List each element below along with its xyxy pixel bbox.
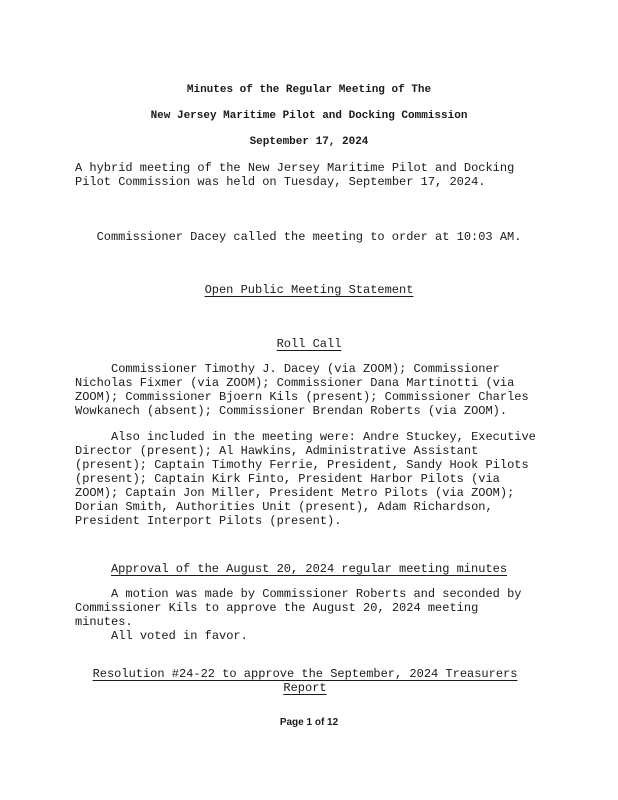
roll-call-commissioners: Commissioner Timothy J. Dacey (via ZOOM); Commissioner Nicholas Fixmer (via ZOOM); Commissioner Dana Martinotti (via ZOOM); Commissioner Bjoern Kils (present); Commissioner Charles Wowkanech (absent); Commissioner Brendan Roberts (via ZOOM). xyxy=(75,362,529,418)
title-line-1: Minutes of the Regular Meeting of The xyxy=(186,84,432,96)
call-to-order: Commissioner Dacey called the meeting to order at 10:03 AM. xyxy=(96,230,522,244)
roll-call-also-included: Also included in the meeting were: Andre Stuckey, Executive Director (present); Al Hawkins, Administrative Assistant (present); Captain Timothy Ferrie, President, Sandy Hook Pilots (present); Captain Kirk Finto, President Harbor Pilots (via ZOOM); Captain Jon Miller, President Metro Pilots (via ZOOM); Dorian Smith, Authorities Unit (present), Adam Richardson, President Interport Pilots (present). xyxy=(75,430,536,528)
resolution-heading: Resolution #24-22 to approve the September, 2024 Treasurers Report xyxy=(92,667,518,695)
open-public-meeting-heading xyxy=(0,283,618,297)
intro-paragraph: A hybrid meeting of the New Jersey Maritime Pilot and Docking Pilot Commission was held on Tuesday, September 17, 2024. xyxy=(75,161,515,189)
roll-call-heading-text: Roll Call xyxy=(276,337,342,351)
title-line-2: New Jersey Maritime Pilot and Docking Commission xyxy=(150,110,468,122)
page-number: Page 1 of 12 xyxy=(279,717,339,728)
meeting-date: September 17, 2024 xyxy=(249,136,369,148)
open-public-meeting-heading-text: Open Public Meeting Statement xyxy=(204,283,414,297)
approval-motion: A motion was made by Commissioner Roberts and seconded by Commissioner Kils to approve the August 20, 2024 meeting minutes. All voted in favor. xyxy=(75,587,522,643)
roll-call-heading xyxy=(0,337,618,351)
approval-heading xyxy=(0,562,618,576)
approval-heading-text: Approval of the August 20, 2024 regular meeting minutes xyxy=(110,562,508,576)
